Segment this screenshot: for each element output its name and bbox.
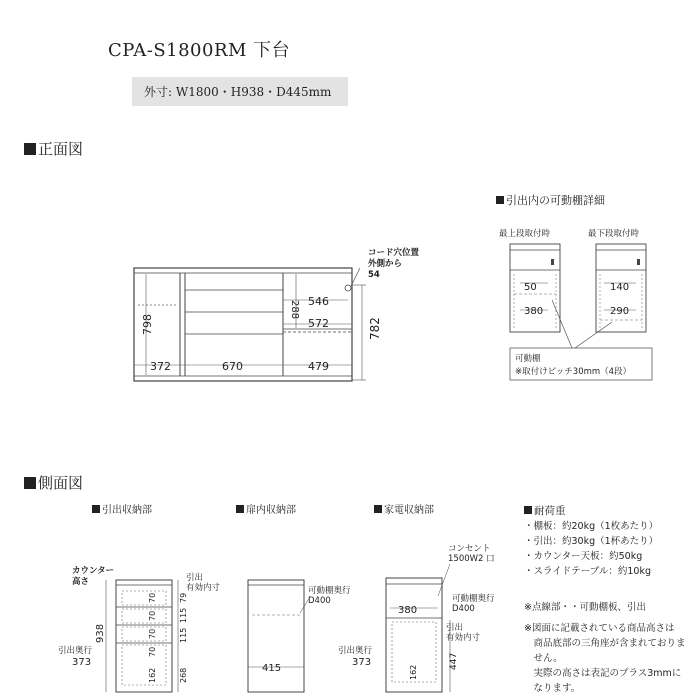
load-title-label: 耐荷重 — [534, 505, 566, 517]
drawer-depth-label-1: 引出奥行 — [58, 646, 93, 656]
appliance-h447: 447 — [449, 652, 459, 670]
drawer-inner-4: 70 — [148, 646, 157, 657]
load-list — [524, 519, 658, 579]
load-item-1: ・棚板：約20kg（1枚あたり） — [524, 521, 659, 532]
side-view-label: 側面図 — [38, 474, 84, 492]
shelf-right-val-2: 290 — [610, 306, 630, 317]
shelf-detail-title — [496, 192, 605, 208]
appliance-shelf-label-1: 可動棚奥行 — [452, 594, 495, 604]
front-view-drawing — [120, 240, 400, 400]
drawer-unit-label: 引出収納部 — [102, 505, 152, 516]
notes — [524, 600, 686, 696]
drawer-outer-4: 268 — [179, 667, 188, 683]
note-6: なります。 — [524, 683, 581, 694]
drawer-unit-title — [92, 501, 152, 516]
load-title — [524, 503, 566, 518]
drawer-depth-label-2: 373 — [72, 657, 92, 668]
counter-height-label — [72, 566, 114, 588]
drawer-inner-1: 70 — [148, 592, 157, 603]
dim-670-text: 670 — [222, 360, 243, 373]
load-item-2: ・引出：約30kg（1杯あたり） — [524, 536, 659, 547]
shelf-left-val-1: 50 — [524, 282, 537, 293]
drawer-unit-drawing — [60, 575, 200, 700]
dim-546-text: 546 — [308, 295, 329, 308]
code-hole-label-3: 54 — [368, 270, 380, 280]
dim-782-text: 782 — [368, 317, 382, 340]
front-view-title — [24, 138, 83, 159]
code-hole — [345, 285, 351, 291]
code-hole-label-2: 外側から — [368, 259, 403, 269]
door-shelf-label-2: D400 — [308, 596, 331, 606]
shelf-callout-1: 可動棚 — [515, 354, 541, 364]
drawer-outer-3: 115 — [179, 627, 188, 643]
door-unit-depth: 415 — [262, 663, 282, 674]
drawer-outer-2: 115 — [179, 607, 188, 623]
section-square-icon — [374, 505, 382, 513]
drawer-depth-label — [58, 646, 92, 668]
shelf-callout — [515, 353, 631, 379]
code-hole-label — [368, 248, 419, 281]
shelf-bottom-label: 最下段取付時 — [588, 229, 640, 239]
dim-479-text: 479 — [308, 360, 329, 373]
section-square-icon — [24, 477, 36, 489]
appliance-shelf-depth-label — [452, 594, 495, 614]
drawer-inner-label — [186, 573, 220, 593]
shelf-top-label: 最上段取付時 — [499, 229, 551, 239]
outlet-label-2: 1500W2 口 — [448, 554, 495, 564]
note-5: 実際の高さは表記のプラス3mmに — [524, 668, 682, 679]
page-title: CPA-S1800RM 下台 — [108, 40, 291, 61]
appliance-h162: 162 — [409, 664, 418, 680]
outlet-label — [448, 544, 495, 564]
section-square-icon — [496, 196, 504, 204]
appliance-shelf-label-2: D400 — [452, 604, 475, 614]
section-square-icon — [524, 506, 532, 514]
dim-798-text: 798 — [141, 314, 154, 335]
drawer-outer-1: 79 — [179, 592, 188, 603]
dim-288-text: 288 — [289, 300, 300, 320]
appliance-depth-label-1: 引出奥行 — [338, 646, 373, 656]
outlet-label-1: コンセント — [448, 544, 491, 554]
front-view-label: 正面図 — [38, 140, 84, 158]
note-1: ※点線部・・可動棚板、引出 — [524, 602, 646, 613]
dim-372-text: 372 — [150, 360, 171, 373]
appliance-depth-380: 380 — [398, 605, 418, 616]
note-3: 商品底部の三角座が含まれておりま — [524, 638, 686, 649]
appliance-drawer-inner-1: 引出 — [446, 623, 464, 633]
appliance-depth-label-2: 373 — [352, 657, 372, 668]
door-shelf-depth-label — [308, 586, 351, 606]
counter-label-1: カウンター — [72, 566, 115, 576]
door-unit-title — [236, 501, 296, 516]
section-square-icon — [236, 505, 244, 513]
load-item-3: ・カウンター天板：約50kg — [524, 551, 643, 562]
code-hole-label-1: コード穴位置 — [368, 248, 420, 258]
appliance-unit-title — [374, 501, 434, 516]
note-4: せん。 — [524, 653, 563, 664]
dimensions-text: 外寸: W1800・H938・D445mm — [144, 85, 332, 99]
dim-572-text: 572 — [308, 317, 329, 330]
appliance-drawer-inner-label — [446, 623, 480, 643]
shelf-left-val-2: 380 — [524, 306, 544, 317]
note-2: ※図面に記載されている商品高さは — [524, 623, 675, 634]
door-unit-label: 扉内収納部 — [246, 505, 296, 516]
appliance-drawer-inner-2: 有効内寸 — [446, 633, 481, 643]
section-square-icon — [92, 505, 100, 513]
counter-label-2: 高さ — [72, 577, 90, 587]
drawer-inner-label-1: 引出 — [186, 573, 204, 583]
shelf-right-val-1: 140 — [610, 282, 630, 293]
load-item-4: ・スライドテーブル：約10kg — [524, 566, 651, 577]
drawer-inner-2: 70 — [148, 610, 157, 621]
drawer-inner-label-2: 有効内寸 — [186, 583, 221, 593]
side-view-title — [24, 472, 83, 493]
drawer-height: 938 — [95, 623, 106, 643]
drawer-inner-3: 70 — [148, 628, 157, 639]
appliance-drawer-depth-label — [338, 646, 372, 668]
drawer-inner-5: 162 — [148, 667, 157, 683]
door-shelf-label-1: 可動棚奥行 — [308, 586, 351, 596]
shelf-detail-label: 引出内の可動棚詳細 — [506, 194, 605, 207]
section-square-icon — [24, 143, 36, 155]
appliance-unit-label: 家電収納部 — [384, 505, 434, 516]
shelf-callout-2: ※取付けピッチ30mm（4段） — [515, 367, 632, 377]
